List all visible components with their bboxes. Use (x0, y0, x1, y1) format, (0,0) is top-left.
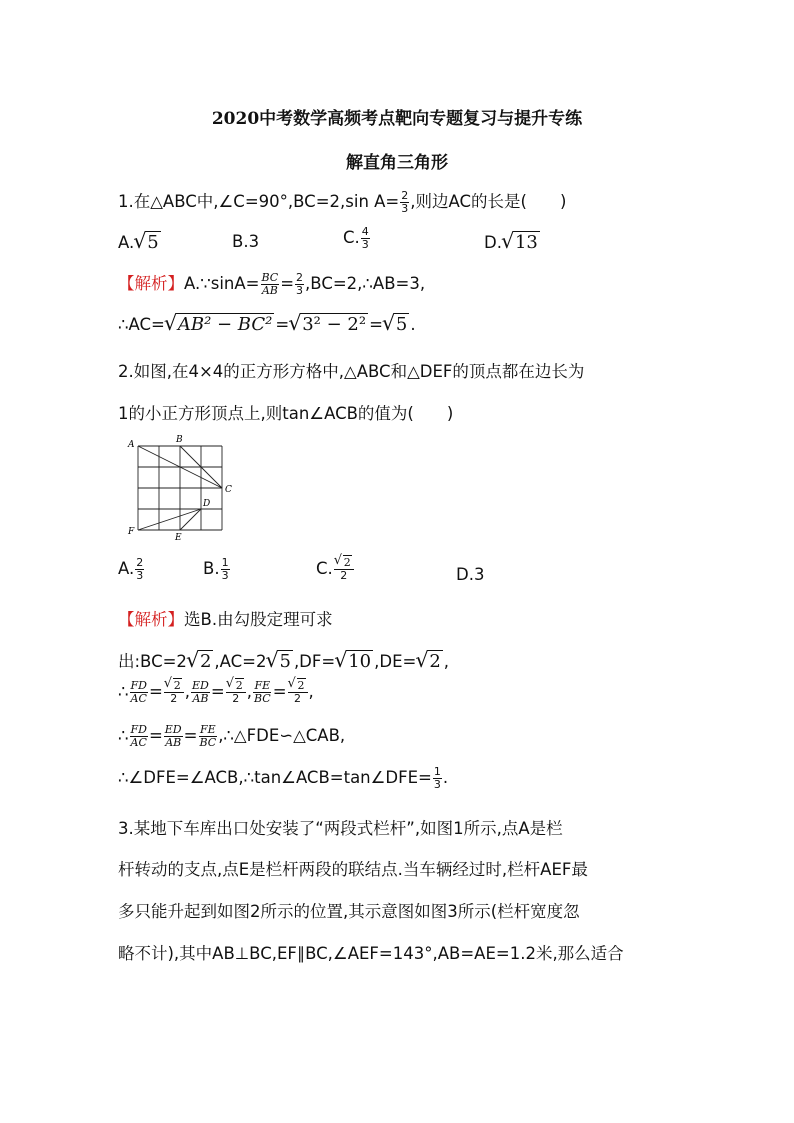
q1-analysis-line2: ∴AC=√ AB² − BC² =√ 3² − 2² =√ 5 . (118, 314, 416, 335)
label-f: F (128, 527, 135, 537)
q1-option-d: D.√ 13 (484, 232, 541, 253)
q2-analysis-line3: ∴ $\frac{FD}{AC}$ = $\frac{ED}{AB}$ = $\frac{FE}{BC}$ ,∴△FDE∽△CAB, (118, 723, 346, 749)
fraction: $\frac{2}{3}$ (401, 189, 409, 215)
label-b: B (176, 435, 183, 445)
q1-option-c: C. $\frac{4}{3}$ (343, 225, 369, 251)
q2-option-d: D.3 (456, 565, 485, 584)
sqrt: √ 10 (335, 651, 373, 672)
q2-option-a: A. $\frac{2}{3}$ (118, 556, 144, 582)
q1-option-b: B.3 (232, 232, 260, 251)
q2-analysis-line2: ∴ $\frac{FD}{AC}$ = √ $\frac{2}{2}$ , $\frac{ED}{AB}$ = √ $\frac{2}{2}$ , $\frac{FE}{BC}$ = √ $\frac{2}{2}$ , (118, 680, 314, 705)
q3-line4: 略不计),其中AB⊥BC,EF∥BC,∠AEF=143°,AB=AE=1.2米,那么适合 (118, 944, 624, 963)
sqrt: √ 3² − 2² (289, 314, 368, 335)
q2-option-c: C. √ $\frac{2}{2}$ (316, 557, 355, 582)
analysis-label: 【解析】 (118, 610, 184, 629)
sqrt: √ 5 (383, 314, 409, 335)
q1-option-a: A.√ 5 (118, 232, 162, 253)
sqrt: √ 2 (187, 651, 213, 672)
q2-stem-line1: 2.如图,在4×4的正方形方格中,△ABC和△DEF的顶点都在边长为 (118, 362, 585, 381)
q1-stem: 1.在△ABC中,∠C=90°,BC=2,sin A= $\frac{2}{3}$ ,则边AC的长是( ) (118, 189, 567, 215)
q2-grid-figure (124, 434, 236, 540)
analysis-label: 【解析】 (118, 274, 184, 293)
q3-line2: 杆转动的支点,点E是栏杆两段的联结点.当车辆经过时,栏杆AEF最 (118, 860, 588, 879)
label-a: A (128, 440, 135, 450)
sqrt: √ AB² − BC² (165, 314, 275, 335)
sqrt: √ 13 (502, 232, 540, 253)
document-title: 2020中考数学高频考点靶向专题复习与提升专练 (211, 109, 583, 129)
q2-analysis: 【解析】选B.由勾股定理可求 (118, 610, 333, 629)
sqrt: √ 2 (416, 651, 442, 672)
q3-line1: 3.某地下车库出口处安装了“两段式栏杆”,如图1所示,点A是栏 (118, 819, 563, 838)
sqrt: √ 5 (134, 232, 160, 253)
q3-line3: 多只能升起到如图2所示的位置,其示意图如图3所示(栏杆宽度忽 (118, 902, 580, 921)
q2-analysis-line4: ∴∠DFE=∠ACB,∴tan∠ACB=tan∠DFE= $\frac{1}{3}$ . (118, 765, 449, 791)
sqrt: √ 5 (266, 651, 292, 672)
label-d: D (203, 499, 211, 509)
section-subtitle: 解直角三角形 (346, 153, 448, 173)
q1-analysis: 【解析】A.∵sinA= $\frac{BC}{AB}$ = $\frac{2}{3}$ ,BC=2,∴AB=3, (118, 271, 426, 297)
q2-option-b: B. $\frac{1}{3}$ (203, 556, 229, 582)
label-c: C (225, 485, 232, 495)
label-e: E (175, 533, 182, 540)
q2-analysis-line1: 出:BC=2√ 2 ,AC=2√ 5 ,DF=√ 10 ,DE=√ 2 , (118, 648, 449, 672)
q2-stem-line2: 1的小正方形顶点上,则tan∠ACB的值为( ) (118, 404, 454, 423)
